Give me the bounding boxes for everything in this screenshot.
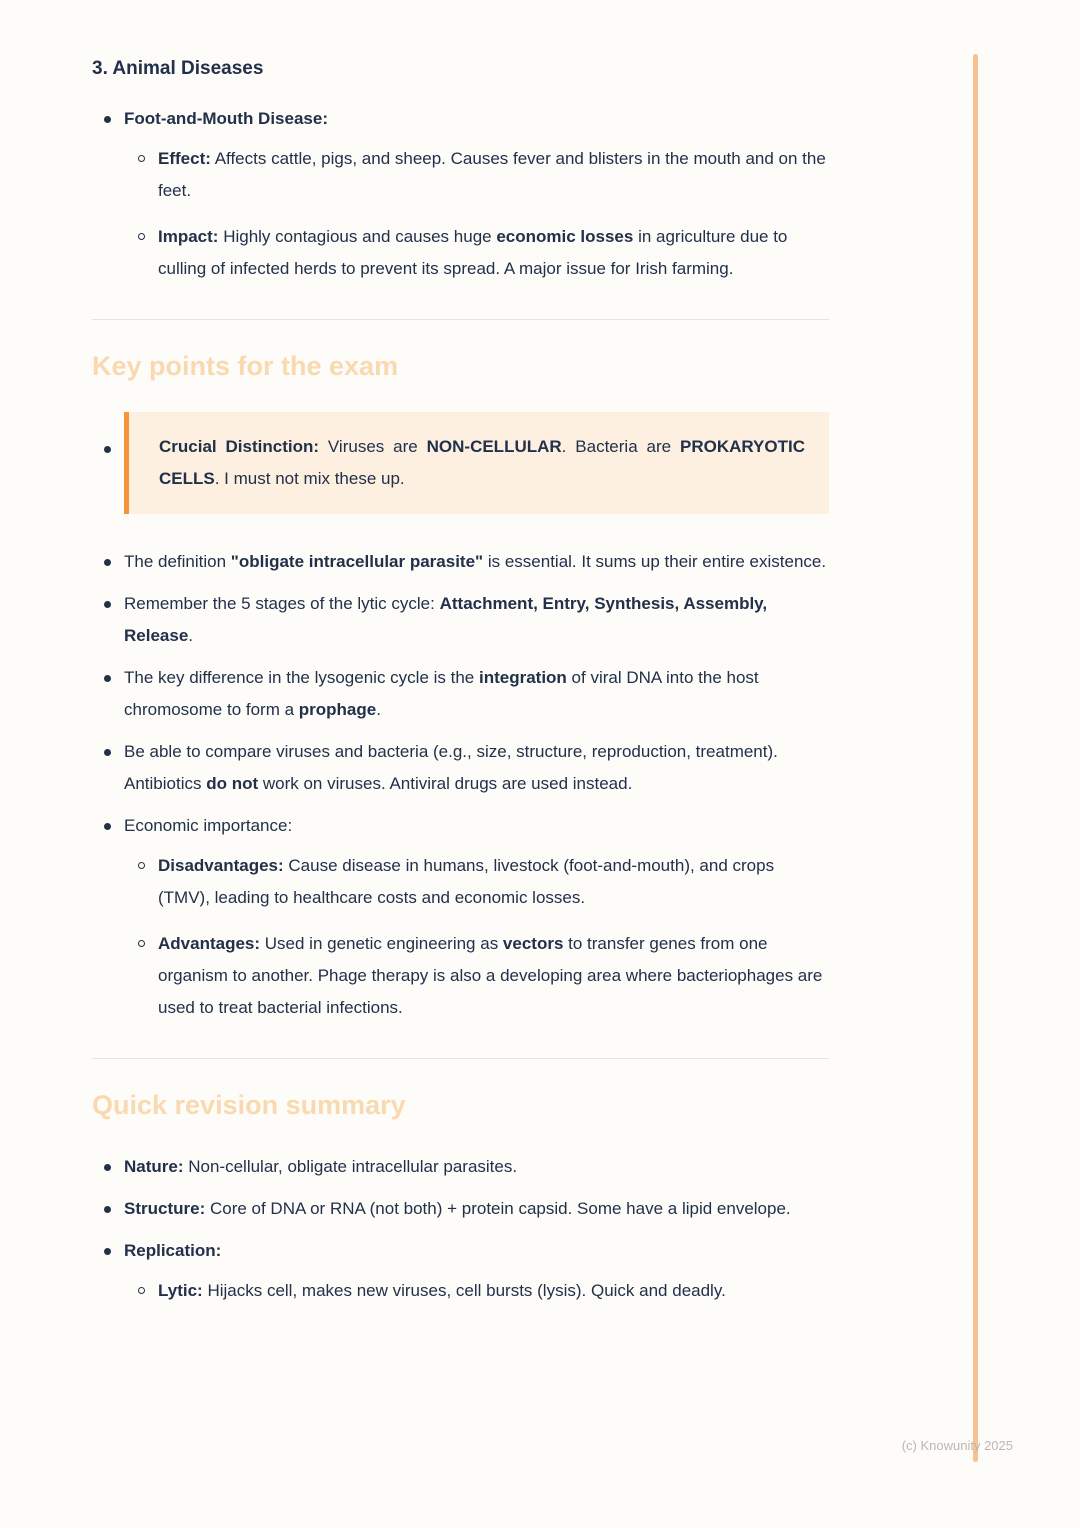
section-animal-diseases — [92, 56, 829, 285]
economic-importance-label: Economic importance: — [124, 816, 293, 835]
replication-sublist — [124, 1275, 829, 1307]
compare-text: Be able to compare viruses and bacteria (e.g., size, structure, reproduction, treatment). Antibiotics do not work on viruses. Antiviral drugs are used instead. — [124, 742, 778, 793]
section-quick-revision — [92, 1087, 829, 1307]
disc-bullet-icon — [104, 1206, 111, 1213]
list-item-replication — [92, 1235, 829, 1307]
key-points-list — [92, 412, 829, 1024]
section-divider — [92, 319, 829, 320]
lytic-stages-text: Remember the 5 stages of the lytic cycle: Attachment, Entry, Synthesis, Assembly, Release. — [124, 594, 768, 645]
lytic-text: Lytic: Hijacks cell, makes new viruses, cell bursts (lysis). Quick and deadly. — [158, 1281, 726, 1300]
animal-diseases-list — [92, 103, 829, 285]
quick-revision-heading: Quick revision summary — [92, 1090, 406, 1120]
key-points-heading: Key points for the exam — [92, 351, 399, 381]
economic-sublist — [124, 850, 829, 1024]
replication-label: Replication: — [124, 1241, 222, 1260]
disc-bullet-icon — [104, 675, 111, 682]
list-item-body — [124, 103, 829, 285]
copyright-footer: (c) Knowunity 2025 — [901, 1438, 1013, 1453]
disc-bullet-icon — [104, 559, 111, 566]
definition-text: The definition "obligate intracellular parasite" is essential. It sums up their entire existence. — [124, 552, 827, 571]
list-item-body — [124, 810, 829, 1024]
disc-bullet-icon — [104, 601, 111, 608]
section-divider — [92, 1058, 829, 1059]
fmd-effect-text: Effect: Affects cattle, pigs, and sheep. Causes fever and blisters in the mouth and on the feet. — [158, 149, 826, 200]
disc-bullet-icon — [104, 823, 111, 830]
callout-text: Crucial Distinction: Viruses are NON-CELLULAR. Bacteria are PROKARYOTIC CELLS. I must not mix these up. — [159, 437, 805, 488]
circle-bullet-icon — [138, 155, 145, 162]
list-item-disadvantages — [124, 850, 829, 914]
animal-diseases-heading: 3. Animal Diseases — [92, 58, 264, 79]
quick-revision-list — [92, 1151, 829, 1307]
list-item-lytic-stages — [92, 588, 829, 652]
circle-bullet-icon — [138, 233, 145, 240]
disadvantages-text: Disadvantages: Cause disease in humans, livestock (foot-and-mouth), and crops (TMV), leading to healthcare costs and economic losses. — [158, 856, 775, 907]
nature-text: Nature: Non-cellular, obligate intracellular parasites. — [124, 1157, 518, 1176]
fmd-impact-text: Impact: Highly contagious and causes huge economic losses in agriculture due to culling of infected herds to prevent its spread. A major issue for Irish farming. — [158, 227, 788, 278]
notes-content — [92, 56, 829, 1307]
advantages-text: Advantages: Used in genetic engineering as vectors to transfer genes from one organism to another. Phage therapy is also a developing area where bacteriophages are used to treat bacterial infections. — [158, 934, 823, 1017]
fmd-sublist — [124, 143, 829, 285]
list-item-economic-importance — [92, 810, 829, 1024]
list-item-nature — [92, 1151, 829, 1183]
disc-bullet-icon — [104, 749, 111, 756]
list-item-lytic — [124, 1275, 829, 1307]
disc-bullet-icon — [104, 1164, 111, 1171]
circle-bullet-icon — [138, 1287, 145, 1294]
disc-bullet-icon — [104, 1248, 111, 1255]
list-item-effect — [124, 143, 829, 207]
list-item-impact — [124, 221, 829, 285]
circle-bullet-icon — [138, 940, 145, 947]
list-item-compare — [92, 736, 829, 800]
list-item-crucial-distinction — [92, 412, 829, 514]
crucial-distinction-callout — [124, 412, 829, 514]
disc-bullet-icon — [104, 446, 111, 453]
list-item-structure — [92, 1193, 829, 1225]
lysogenic-text: The key difference in the lysogenic cycle is the integration of viral DNA into the host chromosome to form a prophage. — [124, 668, 759, 719]
list-item-foot-and-mouth — [92, 103, 829, 285]
section-key-points — [92, 348, 829, 1024]
circle-bullet-icon — [138, 862, 145, 869]
fmd-title: Foot-and-Mouth Disease: — [124, 109, 328, 128]
disc-bullet-icon — [104, 116, 111, 123]
list-item-lysogenic — [92, 662, 829, 726]
list-item-body — [124, 1235, 829, 1307]
structure-text: Structure: Core of DNA or RNA (not both) + protein capsid. Some have a lipid envelope. — [124, 1199, 791, 1218]
list-item-definition — [92, 546, 829, 578]
list-item-advantages — [124, 928, 829, 1024]
page-edge-rule — [973, 54, 978, 1462]
